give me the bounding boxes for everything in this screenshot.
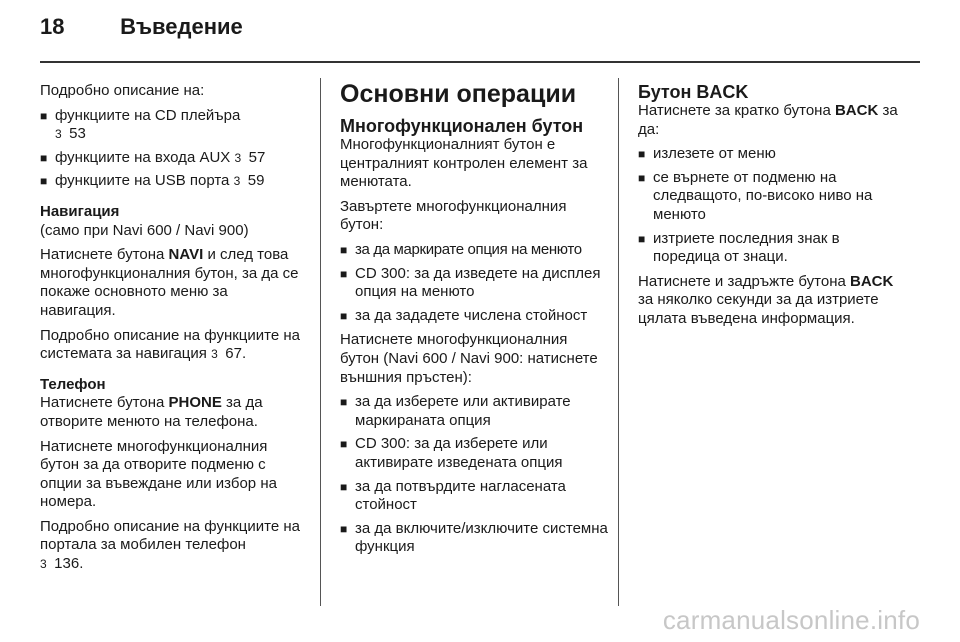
rotate-list [340, 241, 608, 325]
press-list [340, 393, 608, 557]
phone-paragraph-1: Натиснете бутона PHONE за да отворите менюто на телефона. [40, 394, 263, 430]
list-item-text: функциите на CD плейъра [55, 106, 241, 124]
list-item: ■ излезете от меню [638, 145, 908, 164]
navigation-paragraph: Натиснете бутона NAVI и след това многофункционалния бутон, за да се покаже основното меню за навигация. [40, 246, 299, 319]
list-item: ■ за да маркирате опция на менюто [340, 241, 608, 260]
list-item: ■ за да зададете числена стойност [340, 307, 608, 326]
page-header [40, 14, 243, 40]
reference-arrow-icon: 3 [211, 347, 218, 362]
phone-paragraph-2: Натиснете многофункционалния бутон за да отворите подменю с опции за въвеждане или избор на номера. [40, 437, 277, 511]
paragraph: Натиснете за кратко бутона BACK за да: [638, 102, 898, 138]
column-divider-2 [618, 78, 619, 606]
column-3 [638, 82, 908, 335]
list-item [40, 149, 302, 168]
header-divider [40, 61, 920, 63]
list-item: ■ изтриете последния знак в поредица от знаци. [638, 230, 908, 267]
list-item: ■ за да изберете или активирате маркираната опция [340, 393, 608, 430]
paragraph: Натиснете многофункционалния бутон (Navi 600 / Navi 900: натиснете външния пръстен): [340, 331, 598, 386]
phone-heading: Телефон [40, 375, 106, 393]
navigation-heading: Навигация [40, 202, 120, 220]
list-item [40, 172, 302, 191]
list-item [40, 107, 302, 144]
section-title: Основни операции [340, 80, 577, 108]
back-list [638, 145, 908, 267]
back-key-label: BACK [850, 272, 894, 290]
page-reference: 53 [69, 125, 86, 143]
list-item-text: функциите на входа AUX [55, 148, 231, 166]
intro-list [40, 107, 302, 191]
page-reference: 57 [248, 148, 266, 166]
page-title: Въведение [120, 14, 243, 39]
list-item: ■ CD 300: за да изберете или активирате изведената опция [340, 435, 608, 472]
column-2 [340, 82, 608, 563]
list-item-text: функциите на USB порта [55, 172, 230, 190]
reference-arrow-icon: 3 [234, 150, 242, 165]
column-1 [40, 82, 302, 580]
reference-arrow-icon: 3 [233, 174, 241, 189]
navi-key-label: NAVI [168, 246, 204, 264]
paragraph: Многофункционалният бутон е централният контролен елемент за менютата. [340, 136, 588, 191]
intro-text: Подробно описание на: [40, 82, 205, 99]
list-item: ■ за да включите/изключите системна функция [340, 520, 608, 557]
paragraph: Натиснете и задръжте бутона BACK за няколко секунди за да изтриете цялата въведена информация. [638, 272, 894, 327]
navigation-subtitle: (само при Navi 600 / Navi 900) [40, 221, 249, 239]
phone-key-label: PHONE [168, 394, 222, 412]
page-reference: 59 [247, 172, 265, 190]
page-reference: 67 [225, 345, 242, 363]
section-subtitle: Многофункционален бутон [340, 116, 584, 136]
column-divider-1 [320, 78, 321, 606]
back-key-label: BACK [834, 102, 879, 119]
list-item: ■ за да потвърдите нагласената стойност [340, 478, 608, 515]
page-number: 18 [40, 14, 65, 39]
reference-arrow-icon: 3 [40, 557, 47, 572]
navigation-detail: Подробно описание на функциите на системата за навигация 3 67. [40, 326, 300, 363]
watermark: carmanualsonline.info [662, 605, 920, 635]
back-heading: Бутон BACK [638, 82, 749, 102]
phone-paragraph-3: Подробно описание на функциите на портала за мобилен телефон 3 136. [40, 517, 300, 573]
page-reference: 136 [54, 555, 80, 573]
list-item: ■ се върнете от подменю на следващото, по-високо ниво на менюто [638, 169, 908, 225]
reference-arrow-icon: 3 [55, 127, 62, 142]
list-item: ■ CD 300: за да изведете на дисплея опция на менюто [340, 265, 608, 302]
paragraph: Завъртете многофункционалния бутон: [340, 197, 567, 234]
